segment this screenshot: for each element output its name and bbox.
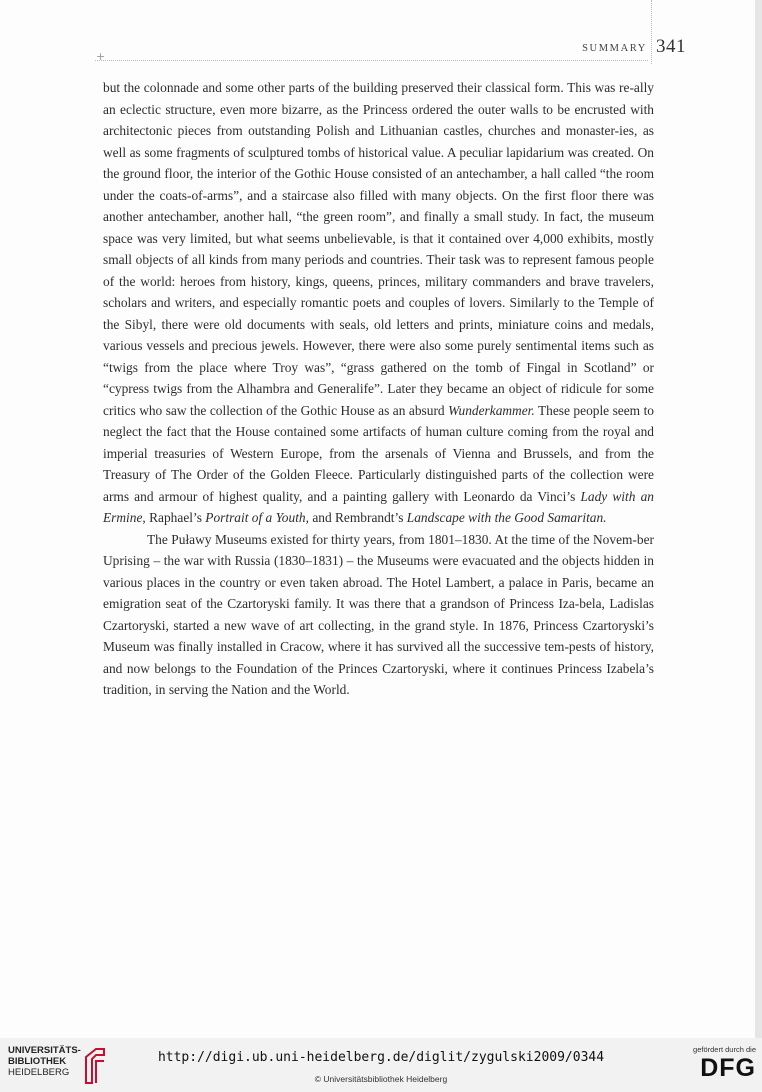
- funder-name: DFG: [700, 1054, 756, 1082]
- library-name-line-2: BIBLIOTHEK: [8, 1056, 67, 1067]
- library-name-line-1: UNIVERSITÄTS-: [8, 1045, 81, 1056]
- text-run: and Rembrandt’s: [308, 510, 407, 525]
- running-head: SUMMARY: [582, 43, 647, 54]
- artwork-title-lady-with-an-ermine: Lady with an Ermine: [103, 488, 654, 525]
- copyright-notice: © Universitätsbibliothek Heidelberg: [314, 1074, 448, 1084]
- funder-note: gefördert durch die: [693, 1045, 756, 1054]
- header-dotted-rule: [95, 60, 648, 61]
- permalink-url[interactable]: http://digi.ub.uni-heidelberg.de/diglit/zygulski2009/0344: [157, 1050, 605, 1065]
- library-name-line-3: HEIDELBERG: [8, 1067, 70, 1078]
- dfg-logo[interactable]: [672, 1045, 756, 1087]
- body-text: [103, 77, 654, 701]
- italic-term-wunderkammer: Wunderkammer.: [448, 402, 535, 418]
- text-run: , Raphael’s: [142, 510, 206, 525]
- header-vertical-rule: [651, 0, 652, 64]
- artwork-title-landscape-good-samaritan: Landscape with the Good Samaritan.: [406, 510, 607, 525]
- paragraph-2: The Puławy Museums existed for thirty years, from 1801–1830. At the time of the Novem-ber Uprising – the war with Russia (1830–1831) – the Museums were evacuated and the objects hidden in various places in the country or even taken abroad. The Hotel Lambert, a palace in Paris, became an emigration seat of the Czartoryski family. It was there that a grandson of Princess Iza-bela, Ladislas Czartoryski, started a new wave of art collecting, in the grand style. In 1876, Princess Czartoryski’s Museum was finally installed in Cracow, where it has survived all the successive tem-pests of history, and now belongs to the Foundation of the Princes Czartoryski, where it continues Princess Izabela’s tradition, in serving the Nation and the World.: [103, 531, 654, 697]
- text-run: These people seem to neglect the fact that the House contained some artifacts of human culture coming from the royal and imperial treasuries of Western Europe, from the arsenals of Vienna and Brussels, and from the Treasury of The Order of the Golden Fleece. Particularly distinguished parts of the collection were arms and armour of highest quality, and a painting gallery with Leonardo da Vinci’s: [103, 402, 654, 504]
- page-number: 341: [656, 36, 686, 57]
- artwork-title-portrait-of-a-youth: Portrait of a Youth,: [205, 510, 309, 525]
- registration-mark-icon: +: [96, 50, 106, 63]
- paragraph-1: [103, 77, 654, 529]
- text-run: but the colonnade and some other parts of the building preserved their classical form. This was re-ally an eclectic structure, even more bizarre, as the Princess ordered the outer walls to be encrusted with architectonic pieces from outstanding Polish and Lithuanian castles, churches and monaster-ies, as well as some fragments of sculptured tombs of historical value. A peculiar lapidarium was created. On the ground floor, the interior of the Gothic House consisted of an antechamber, a hall called “the room under the coats-of-arms”, and a staircase also filled with many objects. On the first floor there was another antechamber, another hall, “the green room”, and finally a small study. In fact, the museum space was very limited, but what seems unbelievable, is that it contained over 4,000 exhibits, mostly small objects of all kinds from many periods and countries. Their task was to represent famous people of the world: heroes from history, kings, queens, princes, military commanders and brave travelers, scholars and writers, and especially romantic poets and couples of lovers. Similarly to the Temple of the Sibyl, there were old documents with seals, old letters and prints, miniature coins and medals, various vessels and precious jewels. However, there were also some purely sentimental items such as “twigs from the place where Troy was”, “grass gathered on the tomb of Fingal in Scotland” or “cypress twigs from the Alhambra and Generalife”. Later they became an object of ridicule for some critics who saw the collection of the Gothic House as an absurd: [103, 80, 654, 418]
- page-edge-shadow: [755, 0, 762, 1038]
